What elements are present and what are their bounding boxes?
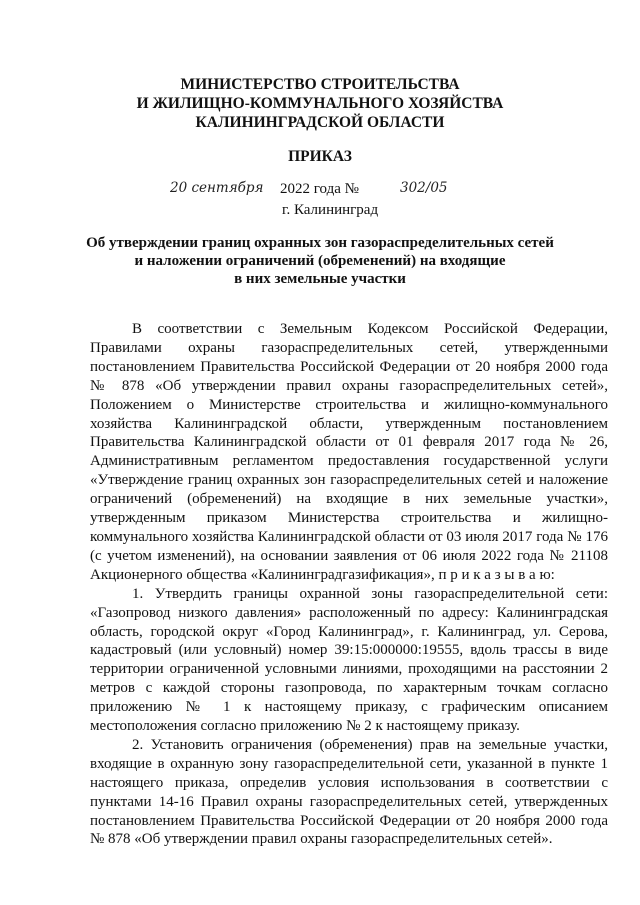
- handwritten-order-number: 302/05: [400, 180, 448, 196]
- city-name: г. Калининград: [282, 202, 379, 218]
- order-subject-line-3: в них земельные участки: [234, 271, 406, 287]
- clause-2-paragraph: 2. Установить ограничения (обременения) прав на земельные участки, входящие в охранную зону газораспределительной сети, указанной в пункте 1 настоящего приказа, определив условия использования в соответствии с пунктами 14-16 Правил охраны газораспределительных сетей, утвержденных постановлением Правительства Российской Федерации от 20 ноября 2000 года № 878 «Об утверждении правил охраны газораспределительных сетей».: [90, 736, 608, 848]
- order-body: [90, 320, 608, 849]
- order-subject: [0, 234, 640, 288]
- clause-1-paragraph: 1. Утвердить границы охранной зоны газораспределительной сети: «Газопровод низкого давления» расположенный по адресу: Калининградская область, городской округ «Город Калининград», г. Калининград, ул. Серова, кадастровый (или условный) номер 39:15:000000:19555, вдоль трассы в виде территории ограниченной условными линиями, проходящими на расстоянии 2 метров с каждой стороны газопровода, по характерным точкам согласно приложению № 1 к настоящему приказу, с графическим описанием местоположения согласно приложению № 2 к настоящему приказу.: [90, 585, 608, 735]
- document-type-title: ПРИКАЗ: [288, 148, 352, 165]
- ministry-header-line-1: МИНИСТЕРСТВО СТРОИТЕЛЬСТВА: [180, 76, 460, 93]
- order-subject-line-2: и наложении ограничений (обременений) на входящие: [134, 253, 506, 269]
- printed-year-number: 2022 года №: [280, 181, 359, 197]
- ministry-header-line-3: КАЛИНИНГРАДСКОЙ ОБЛАСТИ: [195, 114, 445, 131]
- handwritten-date: 20 сентября: [170, 180, 264, 196]
- order-subject-line-1: Об утверждении границ охранных зон газораспределительных сетей: [86, 235, 554, 251]
- ministry-header-line-2: И ЖИЛИЩНО-КОММУНАЛЬНОГО ХОЗЯЙСТВА: [136, 95, 504, 112]
- ministry-header: [0, 75, 640, 132]
- date-number-line: [170, 180, 470, 202]
- preamble-paragraph: В соответствии с Земельным Кодексом Российской Федерации, Правилами охраны газораспределительных сетей, утвержденными постановлением Правительства Российской Федерации от 20 ноября 2000 года № 878 «Об утверждении правил охраны газораспределительных сетей», Положением о Министерстве строительства и жилищно-коммунального хозяйства Калининградской области, утвержденным постановлением Правительства Калининградской области от 01 февраля 2017 года № 26, Административным регламентом предоставления государственной услуги «Утверждение границ охранных зон газораспределительных сетей и наложение ограничений (обременений) на входящие в них земельные участки», утвержденным приказом Министерства строительства и жилищно-коммунального хозяйства Калининградской области от 03 июля 2017 года № 176 (с учетом изменений), на основании заявления от 06 июля 2022 года № 21108 Акционерного общества «Калининградгазификация», п р и к а з ы в а ю:: [90, 321, 608, 583]
